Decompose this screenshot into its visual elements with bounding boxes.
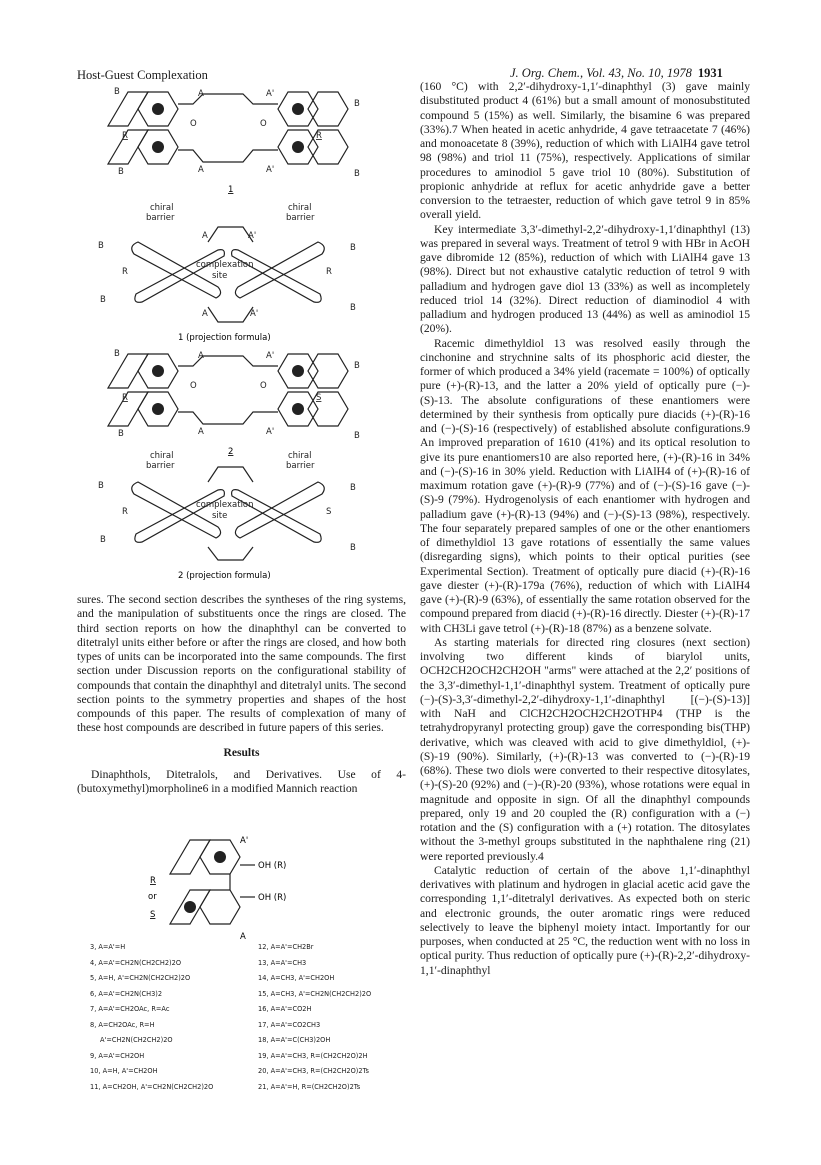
svg-text:R: R <box>122 393 128 403</box>
results-paragraph: Dinaphthols, Ditetralols, and Derivatives. Use of 4-(butoxymethyl)morpholine6 in a modified Mannich reaction <box>77 767 406 795</box>
svg-text:B: B <box>98 241 104 251</box>
svg-text:chiral: chiral <box>150 203 174 213</box>
config-r: R <box>150 876 156 886</box>
svg-text:B: B <box>350 303 356 313</box>
svg-text:A': A' <box>266 165 275 175</box>
svg-text:A': A' <box>266 427 275 437</box>
right-column-text <box>420 80 750 978</box>
svg-text:barrier: barrier <box>286 461 315 471</box>
svg-text:B: B <box>118 429 124 439</box>
svg-text:complexation: complexation <box>196 500 254 510</box>
svg-text:S: S <box>326 507 332 517</box>
svg-text:A: A <box>240 932 246 942</box>
svg-text:B: B <box>354 431 360 441</box>
compound-entry: 3, A=A'=H <box>90 943 126 951</box>
svg-text:barrier: barrier <box>146 213 175 223</box>
svg-text:site: site <box>212 271 228 281</box>
config-or: or <box>148 892 157 902</box>
svg-text:B: B <box>114 87 120 97</box>
svg-text:B: B <box>100 535 106 545</box>
compound-entry: 4, A=A'=CH2N(CH2CH2)2O <box>90 958 182 967</box>
svg-text:A: A <box>198 165 204 175</box>
compound-entry: 15, A=CH3, A'=CH2N(CH2CH2)2O <box>258 989 372 998</box>
compound-entry: 18, A=A'=C(CH3)2OH <box>258 1036 331 1044</box>
compound-entry: 5, A=H, A'=CH2N(CH2CH2)2O <box>90 974 191 982</box>
svg-text:A': A' <box>266 89 275 99</box>
compound-entry: 11, A=CH2OH, A'=CH2N(CH2CH2)2O <box>90 1082 214 1091</box>
compound-entry: 10, A=H, A'=CH2OH <box>90 1067 158 1075</box>
structure-figure-top <box>78 82 408 582</box>
compound-1-label: 1 <box>228 185 234 195</box>
paragraph: As starting materials for directed ring closures (next section) involving two different kinds of biarylol units, OCH2CH2OCH2CH2OH "arms" were attached at the 2,2′ positions of the 3,3′-dimethyl-1,1′-dinaphthyl system. Treatment of optically pure (−)-(S)-3,3′-dimethyl-2,2′-dihydroxy-1,1′-dinaphthyl [(−)-(S)-13)] with NaH and ClCH2CH2OCH2CH2OTHP4 (THP is the tetrahydropyranyl protecting group) gave the corresponding bis(THP) derivative, which was cleaved with acid to give dimethyldiol, (+)-(S)-19 (90%). Similarly, (+)-(R)-13 was converted to (−)-(R)-19 (68%). These two diols were converted to their respective ditosylates, (+)-(S)-20 (92%) and (−)-(R)-20 (93%), whose rotations were equal in magnitude and opposite in sign. Of all the dinaphthyl compounds prepared, only 19 and 20 coupled the (R) configuration with a (−) rotation and the (S) configuration with a (+) rotation. The ditosylates without the 3-methyl groups substituted in the naphthalene ring (21) were reported previously.4 <box>420 635 750 863</box>
svg-text:A': A' <box>250 309 259 319</box>
compound-entry: 8, A=CH2OAc, R=H <box>90 1020 155 1029</box>
svg-text:barrier: barrier <box>146 461 175 471</box>
dinaphthyl-general-structure <box>90 835 390 945</box>
svg-text:S: S <box>316 393 322 403</box>
oh-r-bottom: OH (R) <box>258 893 287 903</box>
compound-entry: 17, A=A'=CO2CH3 <box>258 1020 321 1029</box>
paragraph: (160 °C) with 2,2′-dihydroxy-1,1′-dinaphthyl (3) gave mainly disubstituted product 4 (61%) but a small amount of monosubstituted compound 5 (15%) as well. Similarly, the bisamine 6 was prepared (33%).7 When heated in acetic anhydride, 4 gave tetraacetate 7 (46%) and monoacetate 8 (39%), reduction of which with LiAlH4 gave tetrol 98 (98%) and triol 11 (75%), respectively. Applications of similar procedures to aminodiol 5 gave triol 10 (80%). Substitution of propionic anhydride at reflux for acetic anhydride gave a better conversion to the tetraester, reduction of which gave tetrol 9 in 85% overall yield. <box>420 80 750 222</box>
svg-text:O: O <box>190 381 197 391</box>
svg-text:chiral: chiral <box>150 451 174 461</box>
compound-entry: 12, A=A'=CH2Br <box>258 943 314 951</box>
svg-text:A: A <box>202 231 208 241</box>
svg-text:complexation: complexation <box>196 260 254 270</box>
svg-text:O: O <box>260 381 267 391</box>
svg-text:R: R <box>122 267 128 277</box>
left-column-text <box>77 593 406 796</box>
svg-text:B: B <box>354 169 360 179</box>
svg-text:R: R <box>326 267 332 277</box>
structure-drawing-top <box>78 82 408 582</box>
svg-text:B: B <box>114 349 120 359</box>
svg-text:A': A' <box>240 836 249 846</box>
svg-text:B: B <box>118 167 124 177</box>
svg-text:O: O <box>190 119 197 129</box>
compound-list-right <box>258 940 371 1095</box>
running-header-left: Host-Guest Complexation <box>77 68 208 82</box>
svg-text:chiral: chiral <box>288 203 312 213</box>
compound-entry: 16, A=A'=CO2H <box>258 1005 312 1013</box>
paragraph: Key intermediate 3,3′-dimethyl-2,2′-dihydroxy-1,1′dinaphthyl (13) was prepared in several ways. Treatment of tetrol 9 with HBr in AcOH gave dibromide 12 (85%), reduction of which with LiAlH4 gave 13 (98%). Direct but not exhaustive catalytic reduction of tetrol 9 with palladium and hydrogen gave diol 13 (33%) as well as incompletely reduced triol 14 (32%). Direct reduction of diaminodiol 4 with palladium and hydrogen produced 13 (44%) as well as aminodiol 15 (20%). <box>420 222 750 336</box>
compound-entry: 6, A=A'=CH2N(CH3)2 <box>90 989 163 998</box>
compound-entry: 19, A=A'=CH3, R=(CH2CH2O)2H <box>258 1051 368 1060</box>
compound-list-left <box>90 940 213 1095</box>
compound-entry: 7, A=A'=CH2OAc, R=Ac <box>90 1005 170 1013</box>
svg-text:A: A <box>202 309 208 319</box>
journal-citation: J. Org. Chem., Vol. 43, No. 10, 1978 <box>510 66 692 80</box>
svg-text:A: A <box>198 89 204 99</box>
svg-text:B: B <box>350 243 356 253</box>
svg-text:B: B <box>100 295 106 305</box>
svg-text:A': A' <box>248 231 257 241</box>
svg-text:R: R <box>316 131 322 141</box>
svg-text:site: site <box>212 511 228 521</box>
compound-1-projection-label: 1 (projection formula) <box>178 333 271 343</box>
svg-text:O: O <box>260 119 267 129</box>
config-s: S <box>150 910 156 920</box>
paragraph: Catalytic reduction of certain of the above 1,1′-dinaphthyl derivatives with platinum and hydrogen in glacial acetic acid gave the corresponding 1,1′-ditetralyl derivatives. As expected both on steric and electronic grounds, the outer aromatic rings were reduced selectively to leave the biphenyl moiety intact. Importantly for our purposes, when conducted at 25 °C, the reduction went with no loss in optical purity. Thus reduction of optically pure (+)-(R)-2,2′-dihydroxy-1,1′-dinaphthyl <box>420 863 750 977</box>
page-number: 1931 <box>697 66 723 80</box>
svg-text:barrier: barrier <box>286 213 315 223</box>
svg-text:B: B <box>350 483 356 493</box>
svg-text:R: R <box>122 507 128 517</box>
intro-paragraph-end: sures. The second section describes the syntheses of the ring systems, and the manipulation of substituents once the rings are closed. The third section reports on how the dinaphthyl can be converted to ditetralyl units either before or after the rings are closed, and how both types of units can be incorporated into the same compounds. The first section under Discussion reports on the configurational stability of compounds that contain the dinaphthyl and ditetralyl units. The second section points to the symmetry properties and shapes of the host compounds of this paper. The results of complexation of many of these host compounds are described in future papers of this series. <box>77 593 406 735</box>
compound-2-projection-label: 2 (projection formula) <box>178 571 271 581</box>
svg-text:R: R <box>122 131 128 141</box>
compound-2-label: 2 <box>228 447 234 457</box>
svg-text:B: B <box>354 99 360 109</box>
svg-text:A: A <box>198 427 204 437</box>
svg-text:B: B <box>354 361 360 371</box>
svg-text:A: A <box>198 351 204 361</box>
results-heading: Results <box>223 745 260 759</box>
compound-entry: 9, A=A'=CH2OH <box>90 1051 145 1060</box>
compound-entry: 21, A=A'=H, R=(CH2CH2O)2Ts <box>258 1082 361 1091</box>
oh-r-top: OH (R) <box>258 861 287 871</box>
compound-entry: 13, A=A'=CH3 <box>258 958 307 967</box>
paragraph: Racemic dimethyldiol 13 was resolved easily through the cinchonine and strychnine salts of its phosphoric acid diester, the former of which produced a 34% yield (racemate = 100%) of optically pure (+)-(R)-13, and the latter a 20% yield of optically pure (−)-(S)-13. The absolute configurations of these enantiomers were determined by their synthesis from optically pure diacids (+)-(R)-16 and (−)-(S)-16 (respectively) of established absolute configurations.9 An improved preparation of 1610 (41%) and its optical resolution to give its pure enantiomers10 are also reported here, (+)-(R)-16 in 34% and (−)-(S)-16 in 30% yield. Reduction with LiAlH4 of (+)-(R)-16 of maximum rotation gave (+)-(R)-9 (77%) and of (−)-(S)-16 gave (−)-(S)-9 (79%). Hydrogenolysis of each enantiomer with hydrogen and palladium gave (+)-(R)-13 (94%) and (−)-(S)-13 (98%), respectively. The four separately prepared samples of one or the other enantiomers of dimethyldiol 13 gave rotations of essentially the same values (disregarding signs), which points to their optical purities (see Experimental Section). Treatment of optically pure diacid (+)-(R)-16 gave diester (+)-(R)-179a (76%), reduction of which with LiAlH4 gave (+)-(R)-9 (63%), of essentially the same rotation observed for the compound prepared from diacid (+)-(R)-16 directly. Diester (+)-(R)-17 with CH3Li gave tetrol (+)-(R)-18 (87%) as a benzene solvate. <box>420 336 750 635</box>
compound-entry: A'=CH2N(CH2CH2)2O <box>100 1036 173 1044</box>
svg-text:B: B <box>350 543 356 553</box>
compound-entry: 14, A=CH3, A'=CH2OH <box>258 974 335 982</box>
svg-text:B: B <box>98 481 104 491</box>
running-header-right <box>510 66 723 81</box>
svg-text:A': A' <box>266 351 275 361</box>
svg-text:chiral: chiral <box>288 451 312 461</box>
compound-entry: 20, A=A'=CH3, R=(CH2CH2O)2Ts <box>258 1067 369 1075</box>
